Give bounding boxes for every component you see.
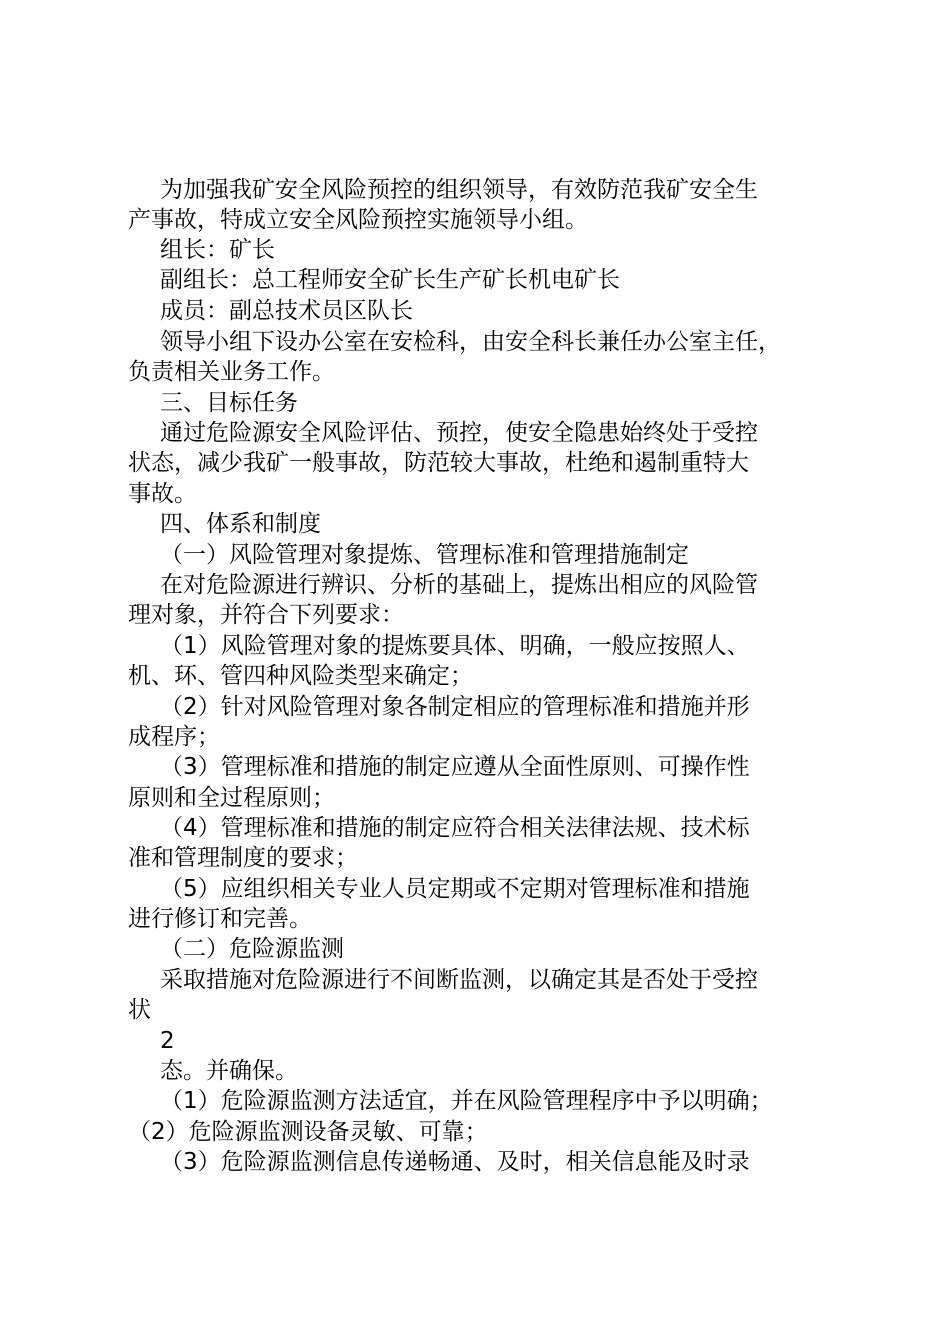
body-text-line: 理对象，并符合下列要求：	[128, 602, 404, 628]
list-item-line: （5）应组织相关专业人员定期或不定期对管理标准和措施	[160, 876, 750, 902]
list-item-line: （1）风险管理对象的提炼要具体、明确，一般应按照人、	[160, 633, 750, 659]
body-text-line: 态。并确保。	[160, 1058, 298, 1084]
body-text-line: 领导小组下设办公室在安检科，由安全科长兼任办公室主任，	[160, 329, 781, 355]
subsection-heading: （一）风险管理对象提炼、管理标准和管理措施制定	[160, 542, 689, 568]
list-item-line: 准和管理制度的要求；	[128, 845, 358, 871]
page-number: 2	[160, 1028, 175, 1054]
list-item-line: 原则和全过程原则；	[128, 785, 335, 811]
body-text-line: 成员：副总技术员区队长	[160, 298, 413, 324]
body-text-line: 在对危险源进行辨识、分析的基础上，提炼出相应的风险管	[160, 572, 758, 598]
body-text-line: 通过危险源安全风险评估、预控，使安全隐患始终处于受控	[160, 420, 758, 446]
section-heading: 三、目标任务	[160, 390, 298, 416]
body-text-line: 组长：矿长	[160, 237, 275, 263]
list-item-line: 机、环、管四种风险类型来确定；	[128, 663, 473, 689]
list-item-line: （1）危险源监测方法适宜，并在风险管理程序中予以明确；	[160, 1088, 773, 1114]
body-text-line: 产事故，特成立安全风险预控实施领导小组。	[128, 207, 588, 233]
list-item-line: （2）针对风险管理对象各制定相应的管理标准和措施并形	[160, 694, 750, 720]
list-item-line: （3）危险源监测信息传递畅通、及时，相关信息能及时录	[160, 1149, 750, 1175]
list-item-line: 进行修订和完善。	[128, 906, 312, 932]
subsection-heading: （二）危险源监测	[160, 936, 344, 962]
body-text-line: 采取措施对危险源进行不间断监测，以确定其是否处于受控	[160, 967, 758, 993]
list-item-line: （4）管理标准和措施的制定应符合相关法律法规、技术标	[160, 815, 750, 841]
body-text-line: 状态，减少我矿一般事故，防范较大事故，杜绝和遏制重特大	[128, 450, 749, 476]
body-text-line: 为加强我矿安全风险预控的组织领导，有效防范我矿安全生	[160, 177, 758, 203]
section-heading: 四、体系和制度	[160, 511, 321, 537]
list-item-line: 成程序；	[128, 724, 220, 750]
body-text-line: 副组长：总工程师安全矿长生产矿长机电矿长	[160, 267, 620, 293]
body-text-line: 状	[128, 997, 151, 1023]
list-item-line: （3）管理标准和措施的制定应遵从全面性原则、可操作性	[160, 754, 750, 780]
list-item-line: （2）危险源监测设备灵敏、可靠；	[128, 1119, 488, 1145]
body-text-line: 事故。	[128, 481, 197, 507]
body-text-line: 负责相关业务工作。	[128, 359, 335, 385]
